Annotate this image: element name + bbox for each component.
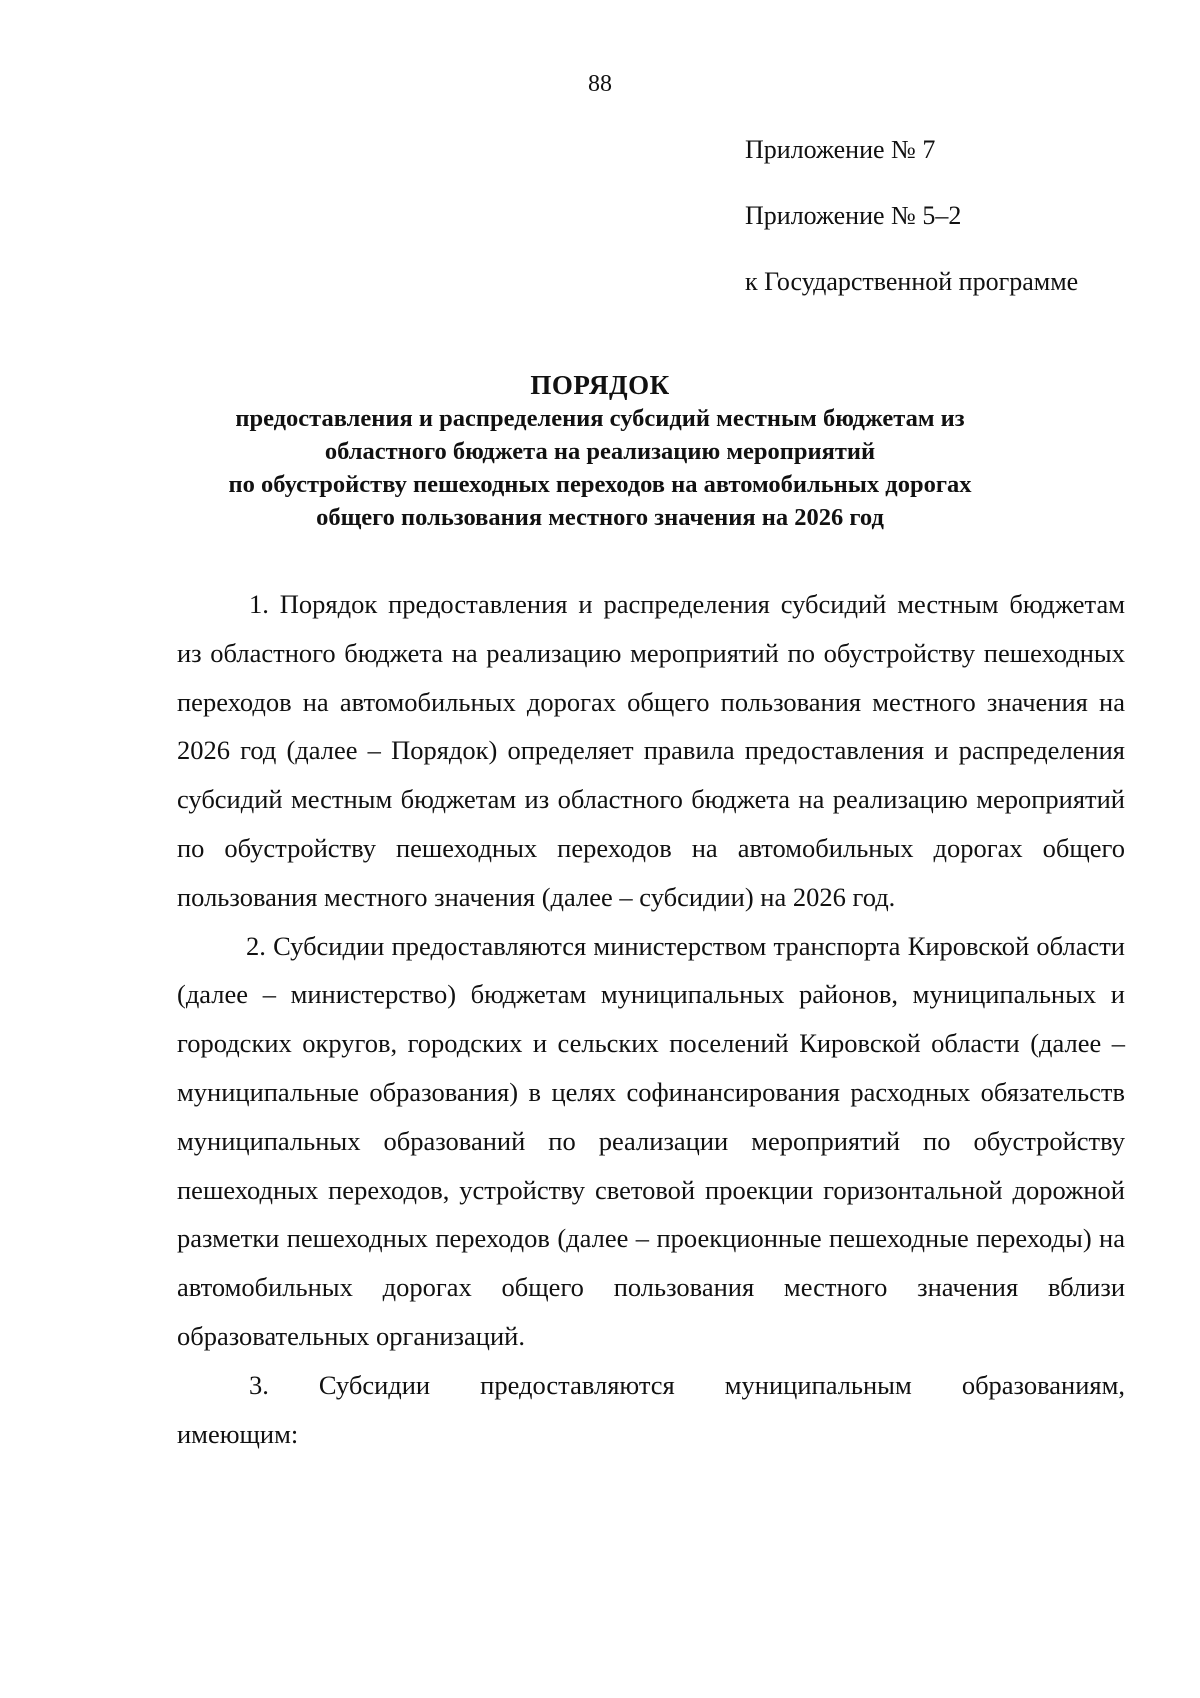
heading-line-2: областного бюджета на реализацию мероприятий (324, 438, 876, 465)
paragraph-3 (177, 1361, 1125, 1459)
paragraph-2: 2. Субсидии предоставляются министерством транспорта Кировской области (далее – министерство) бюджетам муниципальных районов, муниципальных и городских округов, городских и сельских поселений Кировской области (далее – муниципальные образования) в целях софинансирования расходных обязательств муниципальных образований по реализации мероприятий по обустройству пешеходных переходов, устройству световой проекции горизонтальной дорожной разметки пешеходных переходов (далее – проекционные пешеходные переходы) на автомобильных дорогах общего пользования местного значения вблизи образовательных организаций. (177, 930, 1125, 1351)
paragraph-3-word: предоставляются (480, 1369, 675, 1400)
paragraph-3-word: муниципальным (724, 1369, 912, 1400)
heading-title: ПОРЯДОК (530, 370, 670, 400)
paragraph-1: 1. Порядок предоставления и распределения субсидий местным бюджетам из областного бюджета на реализацию мероприятий по обустройству пешеходных переходов на автомобильных дорогах общего пользования местного значения на 2026 год (далее – Порядок) определяет правила предоставления и распределения субсидий местным бюджетам из областного бюджета на реализацию мероприятий по обустройству пешеходных переходов на автомобильных дорогах общего пользования местного значения (далее – субсидии) на 2026 год. (177, 589, 1125, 912)
paragraph-3-number: 3. (249, 1369, 269, 1400)
document-heading (150, 368, 1050, 534)
annex-line-1: Приложение № 7 (745, 135, 936, 164)
heading-line-3: по обустройству пешеходных переходов на автомобильных дорогах (228, 471, 972, 498)
document-body (177, 580, 1125, 1458)
paragraph-3-second-line: имеющим: (177, 1418, 299, 1449)
annex-line-3: к Государственной программе (745, 267, 1079, 296)
heading-line-1: предоставления и распределения субсидий местным бюджетам из (235, 405, 965, 432)
paragraph-3-word: Субсидии (318, 1369, 431, 1400)
page-number: 88 (588, 71, 612, 97)
paragraph-3-first-line (177, 1361, 1125, 1410)
heading-line-4: общего пользования местного значения на 2026 год (316, 504, 884, 531)
paragraph-3-word: образованиям, (961, 1369, 1125, 1400)
annex-line-2: Приложение № 5–2 (745, 201, 962, 230)
